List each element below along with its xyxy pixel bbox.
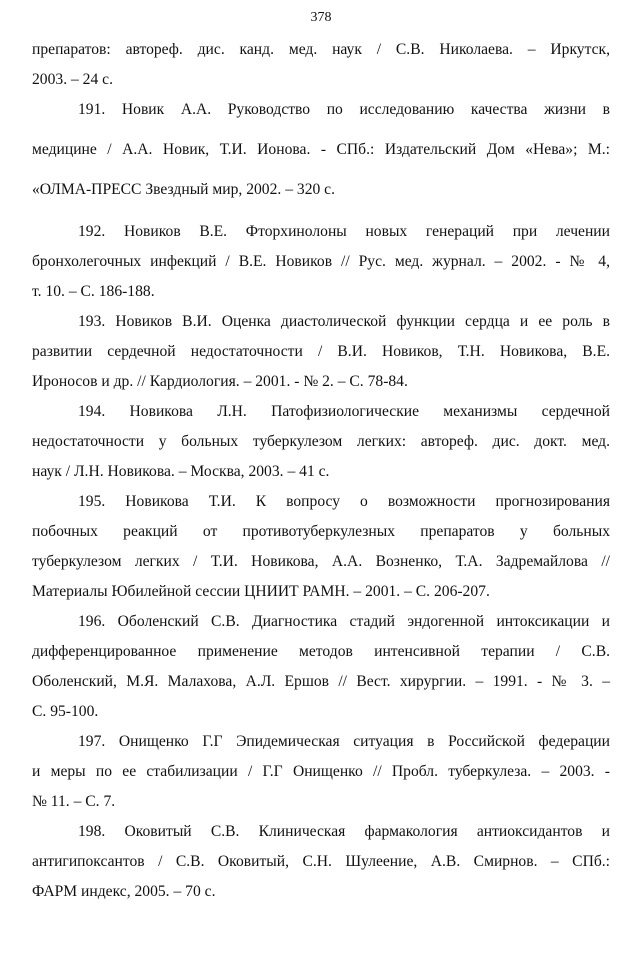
- reference-entry-start: 195. Новикова Т.И. К вопросу о возможности прогнозирования: [78, 493, 610, 510]
- text-line: медицине / А.А. Новик, Т.И. Ионова. - СПб.: Издательский Дом «Нева»; М.:: [32, 141, 610, 158]
- reference-entry-start: 194. Новикова Л.Н. Патофизиологические механизмы сердечной: [78, 403, 610, 420]
- text-line: 2003. – 24 с.: [32, 71, 113, 88]
- page-number: 378: [310, 10, 332, 25]
- text-line: дифференцированное применение методов интенсивной терапии / С.В.: [32, 643, 610, 660]
- reference-entry-start: 193. Новиков В.И. Оценка диастолической функции сердца и ее роль в: [78, 313, 610, 330]
- reference-entry-start: 197. Онищенко Г.Г Эпидемическая ситуация в Российской федерации: [78, 733, 610, 750]
- text-line: «ОЛМА-ПРЕСС Звездный мир, 2002. – 320 с.: [32, 181, 336, 198]
- text-line: Материалы Юбилейной сессии ЦНИИТ РАМН. – 2001. – С. 206-207.: [32, 583, 490, 600]
- text-line: антигипоксантов / С.В. Оковитый, С.Н. Шулеение, А.В. Смирнов. – СПб.:: [32, 853, 610, 870]
- text-line: ФАРМ индекс, 2005. – 70 с.: [32, 883, 216, 900]
- text-line: Оболенский, М.Я. Малахова, А.Л. Ершов // Вест. хирургии. – 1991. - № 3. –: [32, 673, 610, 690]
- text-line: Ироносов и др. // Кардиология. – 2001. - № 2. – С. 78-84.: [32, 373, 408, 390]
- text-line: недостаточности у больных туберкулезом легких: автореф. дис. докт. мед.: [32, 433, 610, 450]
- text-line: побочных реакций от противотуберкулезных препаратов у больных: [32, 523, 610, 540]
- text-line: развитии сердечной недостаточности / В.И. Новиков, Т.Н. Новикова, В.Е.: [32, 343, 610, 360]
- reference-entry-start: 192. Новиков В.Е. Фторхинолоны новых генераций при лечении: [78, 223, 610, 240]
- text-line: № 11. – С. 7.: [32, 793, 116, 810]
- text-line: и меры по ее стабилизации / Г.Г Онищенко // Пробл. туберкулеза. – 2003. -: [32, 763, 610, 780]
- text-line: туберкулезом легких / Т.И. Новикова, А.А. Возненко, Т.А. Задремайлова //: [32, 553, 610, 570]
- reference-entry-start: 198. Оковитый С.В. Клиническая фармакология антиоксидантов и: [78, 823, 610, 840]
- text-line: препаратов: автореф. дис. канд. мед. наук / С.В. Николаева. – Иркутск,: [32, 41, 610, 58]
- text-line: т. 10. – С. 186-188.: [32, 283, 155, 300]
- reference-entry-start: 191. Новик А.А. Руководство по исследованию качества жизни в: [78, 101, 610, 118]
- reference-entry-start: 196. Оболенский С.В. Диагностика стадий эндогенной интоксикации и: [78, 613, 610, 630]
- text-line: наук / Л.Н. Новикова. – Москва, 2003. – 41 с.: [32, 463, 330, 480]
- text-line: бронхолегочных инфекций / В.Е. Новиков // Рус. мед. журнал. – 2002. - № 4,: [32, 253, 610, 270]
- text-line: С. 95-100.: [32, 703, 99, 720]
